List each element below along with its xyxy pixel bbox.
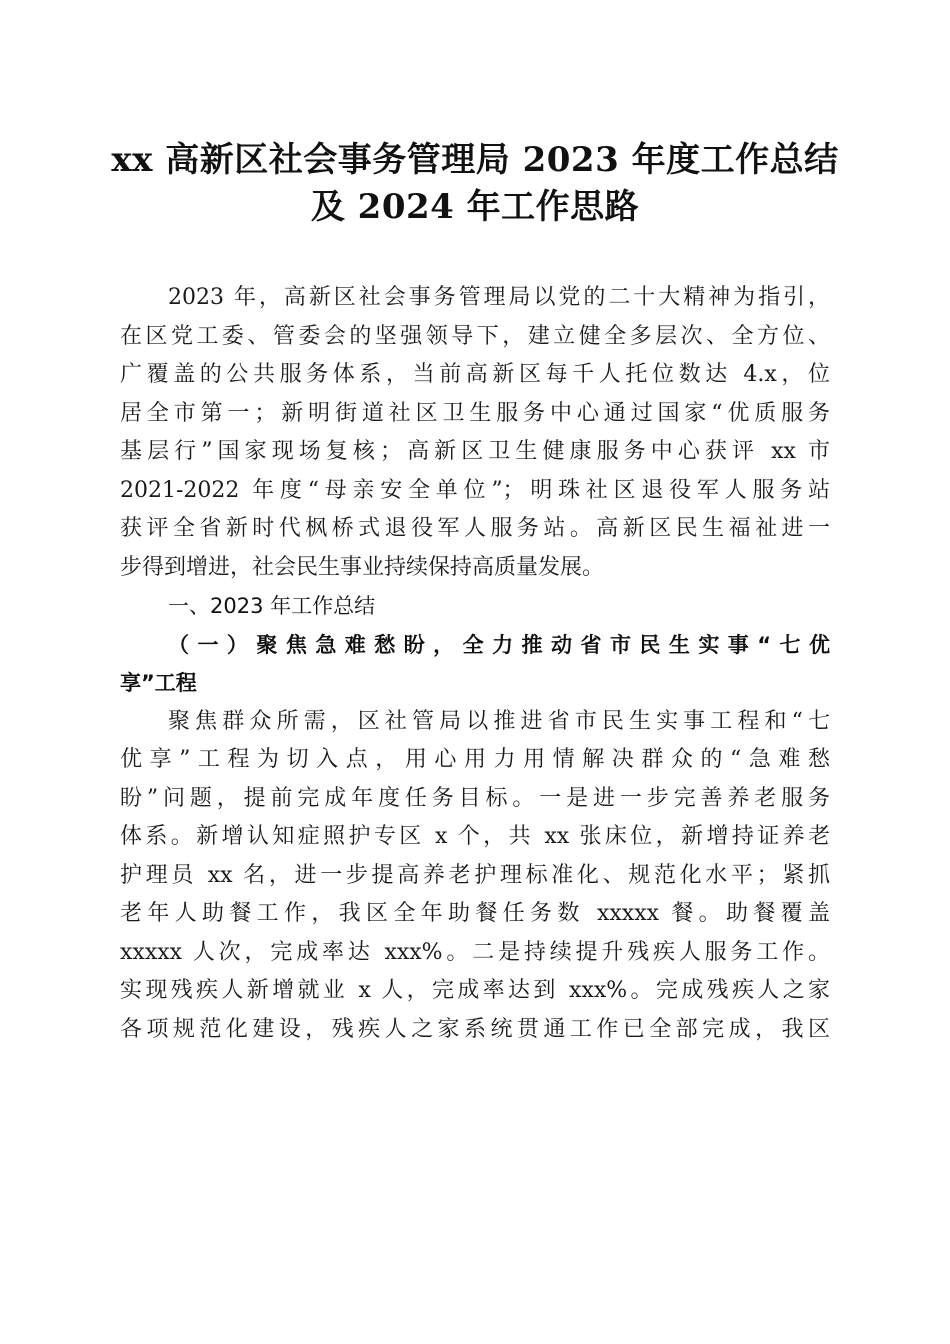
subsection-heading-line: （一）聚焦急难愁盼，全力推动省市民生实事“七优 — [168, 632, 830, 657]
intro-line: 获评全省新时代枫桥式退役军人服务站。高新区民生福祉进一 — [120, 516, 830, 541]
body-line: 老年人助餐工作，我区全年助餐任务数 xxxxx 餐。助餐覆盖 — [120, 901, 830, 926]
body-line: 盼”问题，提前完成年度任务目标。一是进一步完善养老服务 — [120, 785, 830, 811]
subsection-heading — [120, 626, 830, 703]
subsection-heading-line: 享”工程 — [120, 671, 197, 695]
document-body — [120, 279, 830, 1049]
intro-line: 步得到增进，社会民生事业持续保持高质量发展。 — [120, 554, 605, 580]
intro-line: 基层行”国家现场复核；高新区卫生健康服务中心获评 xx 市 — [120, 439, 830, 464]
title-line-1: xx 高新区社会事务管理局 2023 年度工作总结 — [111, 140, 839, 180]
intro-paragraph — [120, 279, 830, 587]
body-line: 优享”工程为切入点，用心用力用情解决群众的“急难愁 — [120, 747, 830, 772]
body-line: 护理员 xx 名，进一步提高养老护理标准化、规范化水平；紧抓 — [120, 862, 830, 888]
intro-line: 2021-2022 年度“母亲安全单位”；明珠社区退役军人服务站 — [120, 477, 830, 503]
intro-line: 广覆盖的公共服务体系，当前高新区每千人托位数达 4.x，位 — [120, 362, 830, 387]
document-title — [100, 137, 850, 231]
section-heading-1: 一、2023 年工作总结 — [168, 594, 376, 618]
title-line-2: 及 2024 年工作思路 — [310, 187, 640, 227]
body-line: 体系。新增认知症照护专区 x 个，共 xx 张床位，新增持证养老 — [120, 824, 830, 849]
body-paragraph — [120, 703, 830, 1050]
intro-line: 居全市第一；新明街道社区卫生服务中心通过国家“优质服务 — [120, 400, 830, 426]
intro-line: 2023 年，高新区社会事务管理局以党的二十大精神为指引， — [168, 285, 830, 310]
body-line: 实现残疾人新增就业 x 人，完成率达到 xxx%。完成残疾人之家 — [120, 978, 830, 1003]
body-line: xxxxx 人次，完成率达 xxx%。二是持续提升残疾人服务工作。 — [120, 939, 830, 965]
intro-line: 在区党工委、管委会的坚强领导下，建立健全多层次、全方位、 — [120, 323, 830, 349]
body-line: 各项规范化建设，残疾人之家系统贯通工作已全部完成，我区 — [120, 1016, 830, 1042]
body-line: 聚焦群众所需，区社管局以推进省市民生实事工程和“七 — [168, 708, 830, 734]
